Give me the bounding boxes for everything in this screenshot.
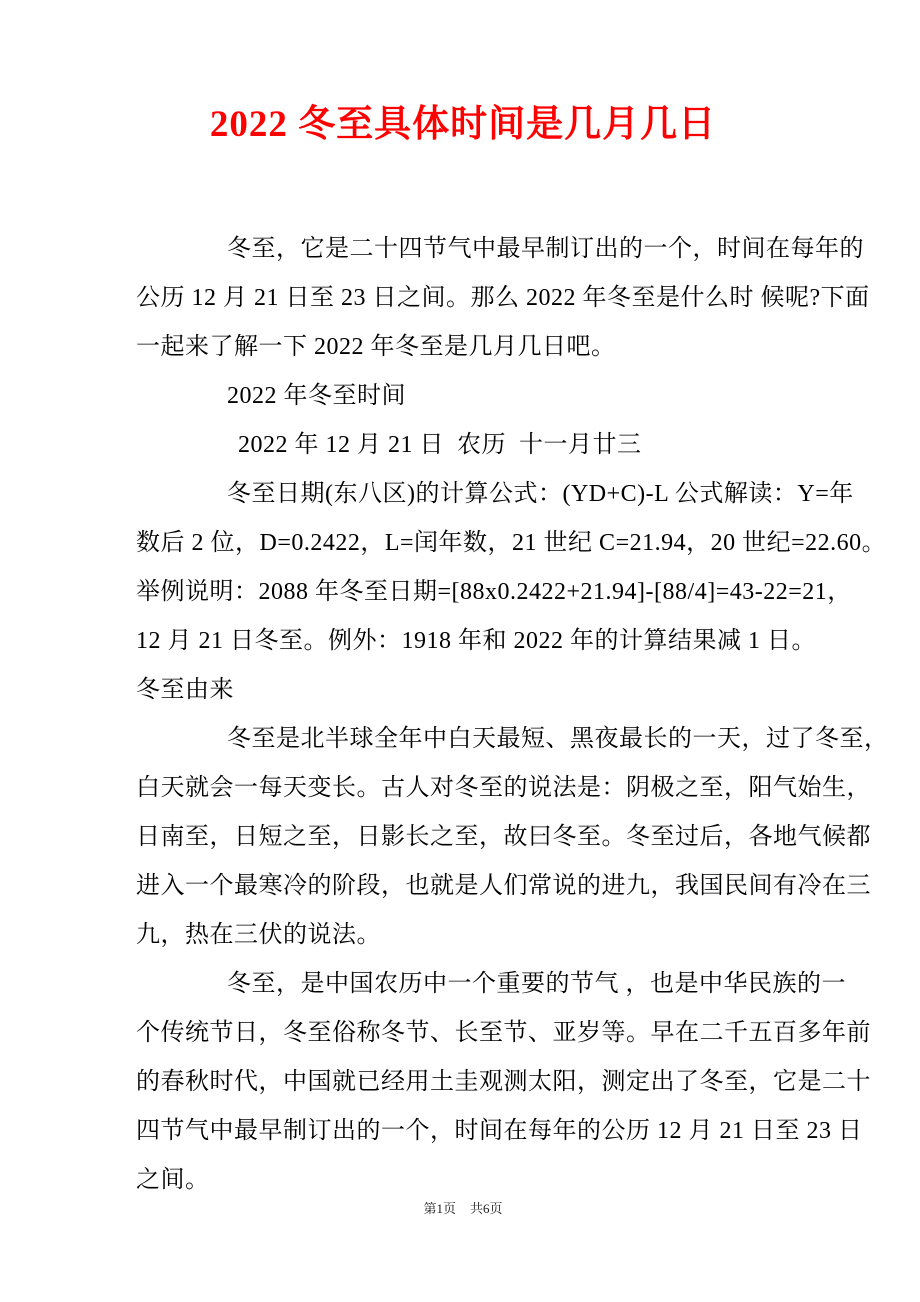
text-line: 日南至，日短之至，日影长之至，故曰冬至。冬至过后，各地气候都 [136, 824, 871, 850]
text-line: 12 月 21 日冬至。例外：1918 年和 2022 年的计算结果减 1 日。 [136, 628, 816, 654]
text-line: 冬至由来 [136, 677, 234, 703]
page-footer [136, 1199, 790, 1219]
footer-total-pages: 共6页 [470, 1201, 503, 1216]
document-title: 2022 冬至具体时间是几月几日 [209, 104, 717, 145]
document-body [136, 225, 889, 1205]
text-line: 九，热在三伏的说法。 [136, 922, 381, 948]
text-line: 冬至，是中国农历中一个重要的节气 ，也是中华民族的一 [227, 971, 846, 997]
text-line: 四节气中最早制订出的一个，时间在每年的公历 12 月 21 日至 23 日 [136, 1118, 863, 1144]
text-line: 举例说明：2088 年冬至日期=[88x0.2422+21.94]-[88/4]=43-22=21， [136, 579, 852, 605]
text-line: 个传统节日，冬至俗称冬节、长至节、亚岁等。早在二千五百多年前 [136, 1020, 871, 1046]
text-line: 冬至是北半球全年中白天最短、黑夜最长的一天，过了冬至， [227, 726, 889, 752]
text-line: 之间。 [136, 1167, 210, 1193]
text-line: 冬至，它是二十四节气中最早制订出的一个，时间在每年的 [227, 236, 864, 262]
text-line: 的春秋时代，中国就已经用土圭观测太阳，测定出了冬至，它是二十 [136, 1069, 871, 1095]
text-line: 冬至日期(东八区)的计算公式：(YD+C)-L 公式解读：Y=年 [227, 481, 854, 507]
text-line: 2022 年 12 月 21 日 农历 十一月廿三 [238, 432, 642, 458]
text-line: 数后 2 位，D=0.2422，L=闰年数，21 世纪 C=21.94，20 世纪=22.60。 [136, 530, 887, 556]
text-line: 公历 12 月 21 日至 23 日之间。那么 2022 年冬至是什么时 候呢?下面 [136, 285, 870, 311]
footer-current-page: 第1页 [423, 1201, 456, 1216]
text-line: 进入一个最寒冷的阶段，也就是人们常说的进九，我国民间有冷在三 [136, 873, 871, 899]
text-line: 白天就会一每天变长。古人对冬至的说法是：阴极之至，阳气始生， [136, 775, 871, 801]
text-line: 2022 年冬至时间 [227, 383, 406, 409]
text-line: 一起来了解一下 2022 年冬至是几月几日吧。 [136, 334, 616, 360]
